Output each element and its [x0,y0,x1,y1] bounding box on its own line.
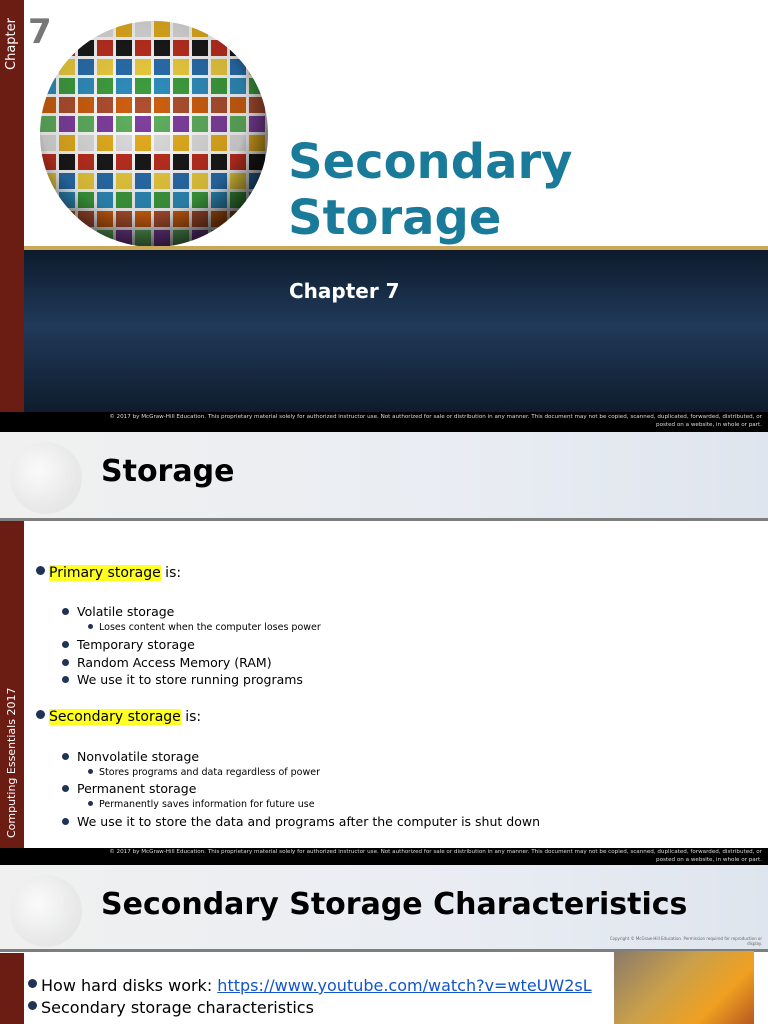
copyright-line-2: posted on a website, in whole or part. [656,422,762,428]
globe-tile [230,230,246,246]
primary-storage-term: Primary storage [49,565,161,581]
slide-title [288,134,572,246]
bullet-dot-icon [88,801,93,806]
copyright-line-2: posted on a website, in whole or part. [656,857,762,863]
list-item [62,604,174,619]
youtube-link[interactable]: https://www.youtube.com/watch?v=wteUW2sL [217,976,592,995]
globe-tile [211,230,227,246]
list-item [62,781,196,796]
bullet-dot-icon [62,676,69,683]
globe-tile [249,21,265,37]
sub-list-item [88,799,315,810]
globe-tile [249,192,265,208]
list-item-text: Volatile storage [77,604,175,619]
bullet-dot-icon [28,979,37,988]
globe-tile [249,230,265,246]
list-item-text: Nonvolatile storage [77,749,200,764]
globe-tile [40,21,56,37]
globe-tile [59,230,75,246]
list-item [62,655,272,670]
globe-tile [78,230,94,246]
list-item [62,672,303,687]
slide-title: Storage [101,454,235,489]
sub-list-item-text: Stores programs and data regardless of power [99,767,321,778]
sub-list-item-text: Permanently saves information for future use [99,799,315,810]
globe-image [36,18,272,250]
copyright-line-1: © 2017 by McGraw-Hill Education. This proprietary material solely for authorized instructor use. Not authorized for sale or distribution in any manner. This document may not be copied, scanned, duplicated, forwarded, distributed, or [109,849,762,855]
bullet-characteristics [28,998,314,1017]
bullet-dot-icon [62,608,69,615]
bullet-dot-icon [88,624,93,629]
storage-slide [0,432,768,865]
bullet-dot-icon [62,818,69,825]
sub-list-item [88,767,320,778]
secondary-storage-term: Secondary storage [49,709,181,725]
sub-list-item-text: Loses content when the computer loses power [99,622,321,633]
list-item-text: Temporary storage [77,637,195,652]
bullet-dot-icon [62,753,69,760]
bullet-dot-icon [62,659,69,666]
copyright-notice [0,848,768,865]
bullet-primary [36,565,181,581]
globe-tile [40,59,56,75]
ghost-globe-icon [10,875,82,947]
bullet-dot-icon [88,769,93,774]
globe-tile [40,40,56,56]
globe-tile [230,21,246,37]
globe-tile [40,211,56,227]
characteristics-slide [0,865,768,1024]
list-item [62,749,199,764]
bullet-dot-icon [62,641,69,648]
globe-tile [249,40,265,56]
globe-tile [59,21,75,37]
copyright-notice [0,412,768,432]
bullet-secondary [36,709,201,725]
copyright-line-1: © 2017 by McGraw-Hill Education. This proprietary material solely for authorized instructor use. Not authorized for sale or distribution in any manner. This document may not be copied, scanned, duplicated, forwarded, distributed, or [109,414,762,420]
side-bar [0,953,24,1024]
bullet-suffix: is: [160,565,182,581]
title-slide [0,0,768,432]
side-label: Computing Essentials 2017 [5,687,18,838]
bullet-dot-icon [36,710,45,719]
globe-tile [211,21,227,37]
title-line-1: Secondary [288,134,573,190]
list-item-text: We use it to store running programs [77,672,303,687]
photo-copyright-note: Copyright © McGraw-Hill Education. Permission required for reproduction or display. [609,936,762,946]
globe-tile [249,211,265,227]
header-divider [0,518,768,521]
list-item-text: We use it to store the data and programs after the computer is shut down [77,814,541,829]
globe-tile [40,230,56,246]
globe-tile [59,40,75,56]
list-item-text: Permanent storage [77,781,197,796]
slide-subtitle: Chapter 7 [289,279,400,303]
chapter-vertical-label: Chapter [4,18,19,70]
hard-disk-photo [614,951,754,1024]
bullet-text: Secondary storage characteristics [41,998,314,1017]
bullet-hard-disks [28,976,592,995]
bullet-dot-icon [62,785,69,792]
title-line-2: Storage [288,190,502,246]
globe-tile [59,211,75,227]
globe-tile [249,59,265,75]
ghost-globe-icon [10,442,82,514]
slide-title: Secondary Storage Characteristics [101,887,688,922]
slide-header [0,432,768,518]
globe-tile [40,192,56,208]
bullet-text: How hard disks work: [41,976,218,995]
bullet-suffix: is: [180,709,202,725]
list-item-text: Random Access Memory (RAM) [77,655,272,670]
sub-list-item [88,622,321,633]
list-item [62,637,195,652]
dark-band [24,250,768,416]
bullet-dot-icon [36,566,45,575]
globe-tile [78,21,94,37]
bullet-dot-icon [28,1001,37,1010]
chapter-number: 7 [28,12,52,52]
list-item [62,814,540,829]
